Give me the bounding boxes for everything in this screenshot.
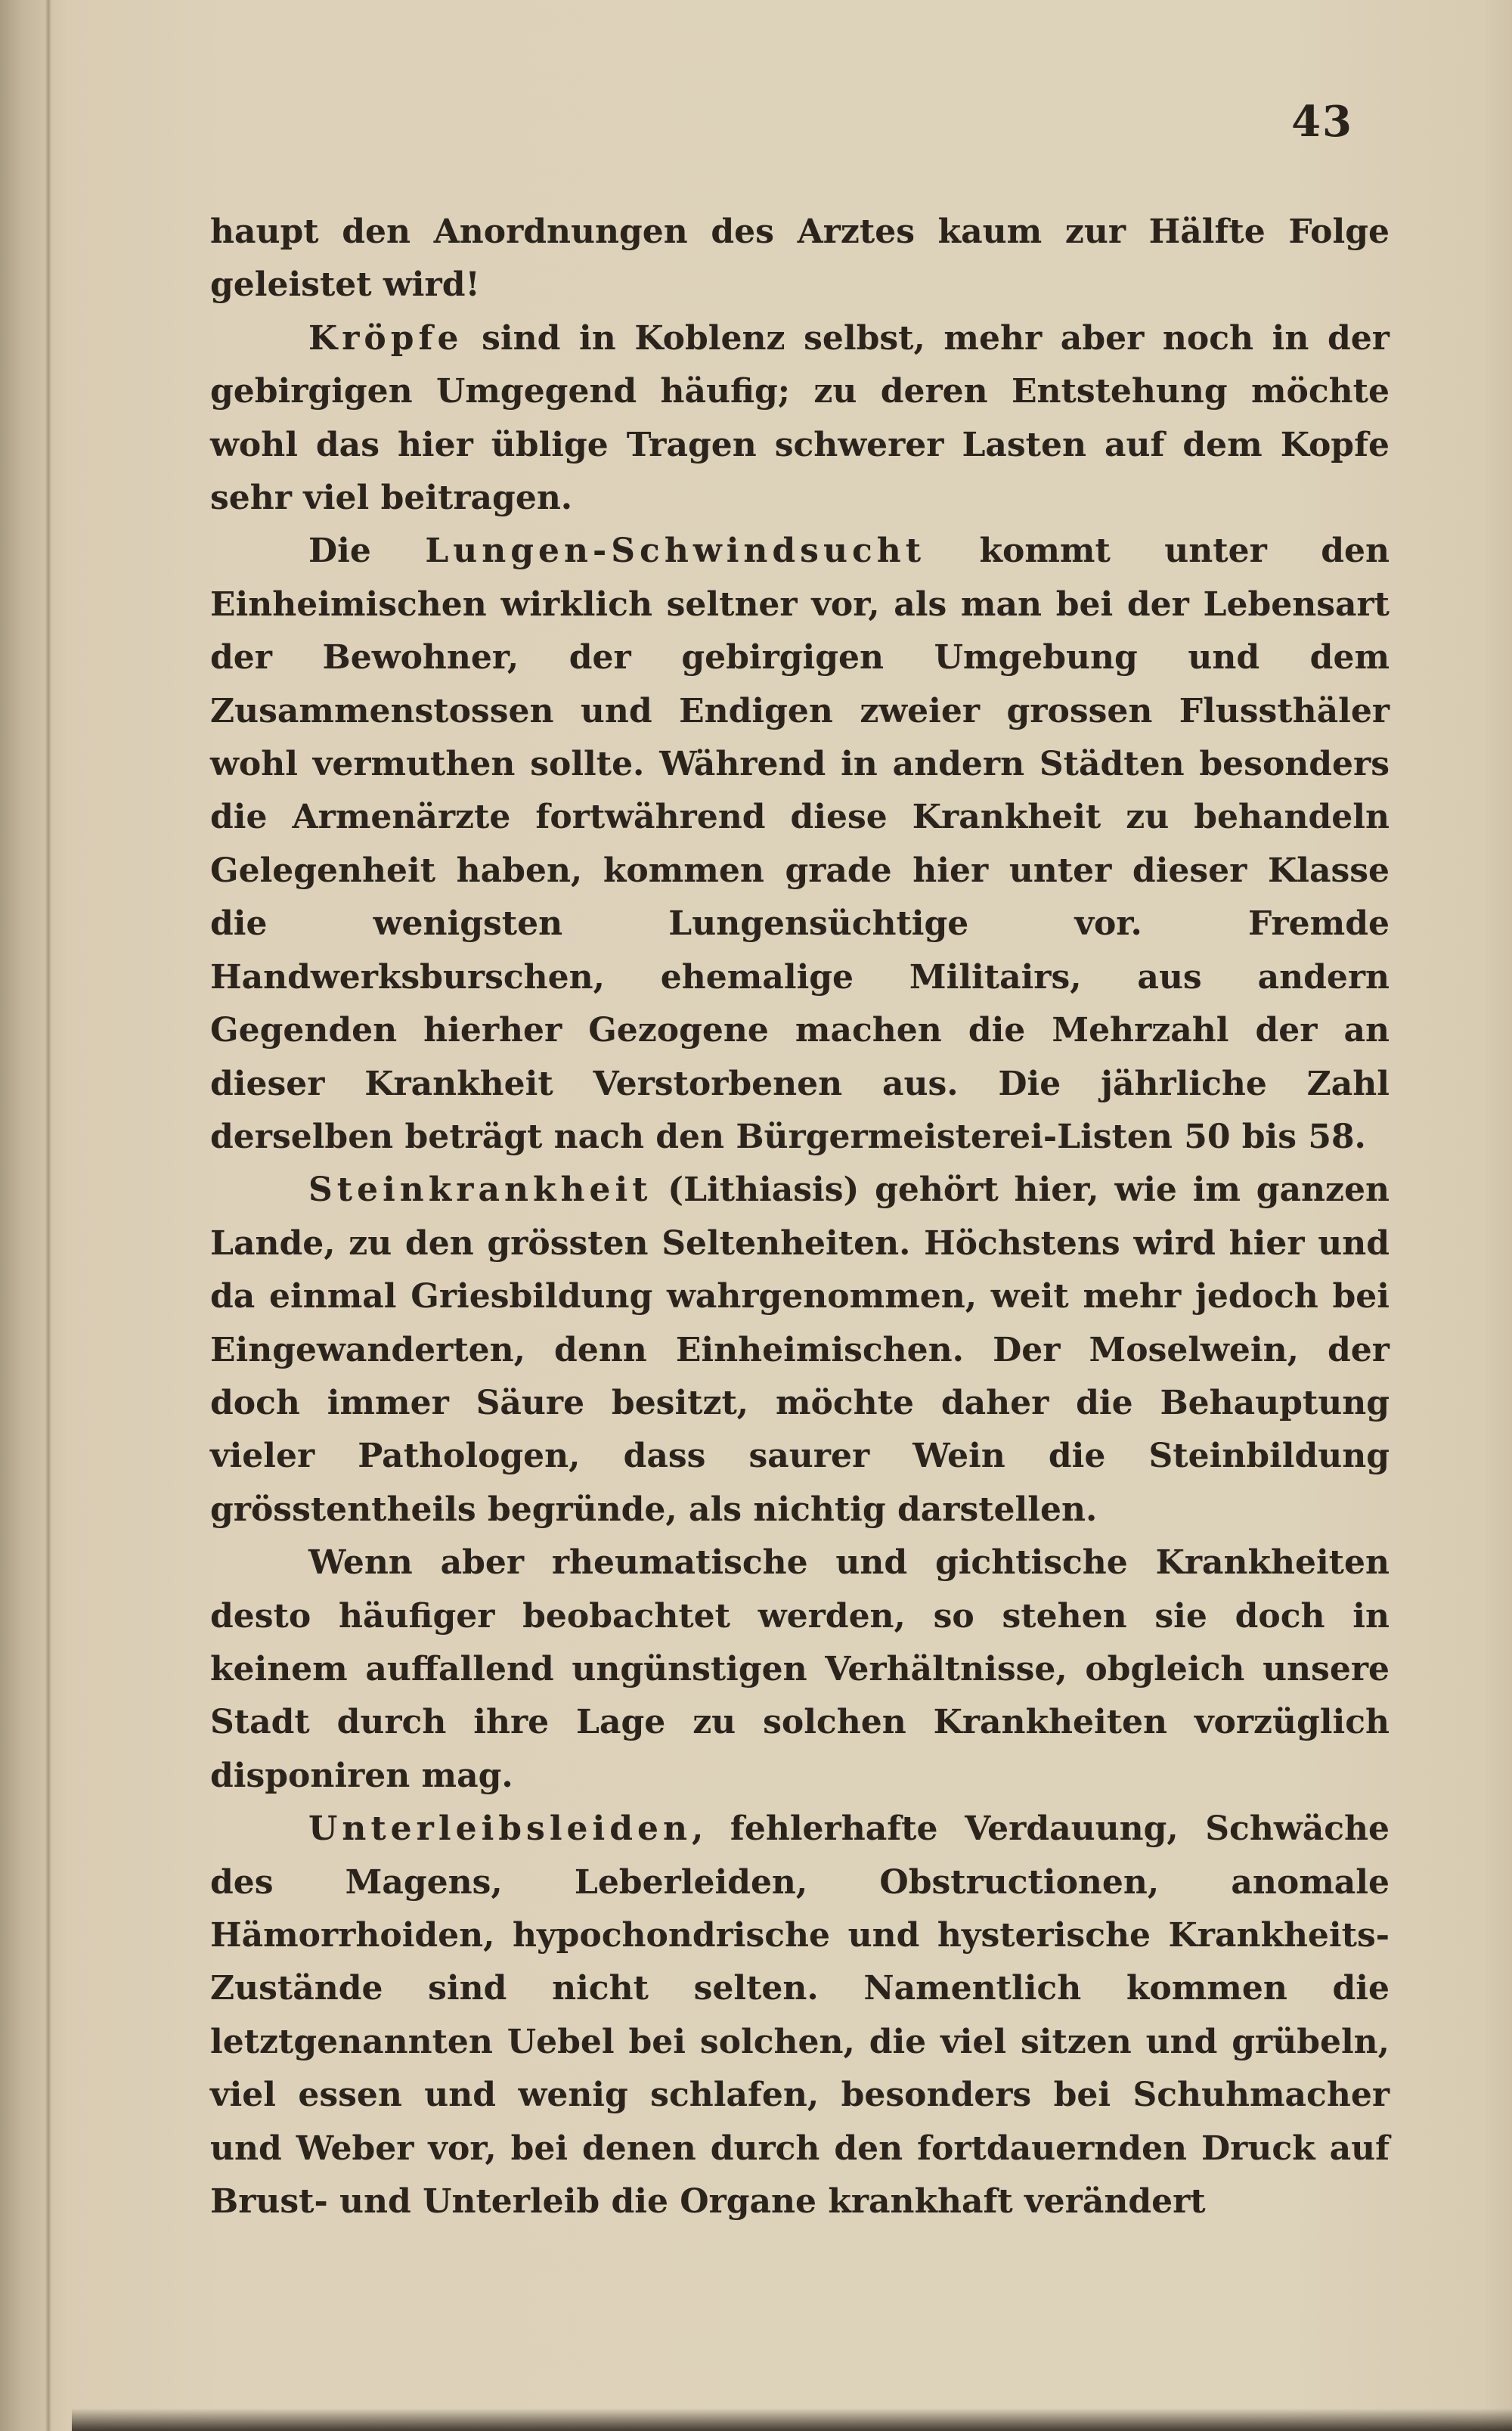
- paragraph-unterleibsleiden: [210, 1803, 1390, 2228]
- paragraph-kroepfe: [210, 312, 1390, 526]
- body-text: [210, 206, 1390, 2228]
- paragraph-1-text: haupt den Anordnungen des Arztes kaum zur Hälfte Folge geleistet wird!: [210, 212, 1390, 305]
- paragraph-rheumatische: [210, 1536, 1390, 1803]
- binding-shadow: [45, 0, 51, 2431]
- term-steinkrankheit: Steinkrankheit: [308, 1171, 652, 1210]
- paragraph-steinkrankheit: [210, 1164, 1390, 1536]
- paragraph-steinkrankheit-text: (Lithiasis) gehört hier, wie im ganzen Lande, zu den grössten Seltenheiten. Höchstens wird hier und da einmal Griesbildung wahrgenommen, weit mehr jedoch bei Eingewanderten, denn Einheimischen. Der Moselwein, der doch immer Säure besitzt, möchte daher die Behauptung vieler Pathologen, dass saurer Wein die Steinbildung grösstentheils begründe, als nichtig darstellen.: [210, 1171, 1390, 1529]
- page-bottom-shadow: [72, 2408, 1512, 2431]
- paragraph-unterleibsleiden-text: , fehlerhafte Verdauung, Schwäche des Magens, Leberleiden, Obstructionen, anomale Hämorrhoiden, hypochondrische und hysterische Krankheits-Zustände sind nicht selten. Namentlich kommen die letztgenannten Uebel bei solchen, die viel sitzen und grübeln, viel essen und wenig schlafen, besonders bei Schuhmacher und Weber vor, bei denen durch den fortdauernden Druck auf Brust- und Unterleib die Organe krankhaft verändert: [210, 1809, 1390, 2222]
- term-kroepfe: Kröpfe: [308, 318, 463, 358]
- paragraph-rheumatische-text: Wenn aber rheumatische und gichtische Krankheiten desto häufiger beobachtet werden, so stehen sie doch in keinem auffallend ungünstigen Verhältnisse, obgleich unsere Stadt durch ihre Lage zu solchen Krankheiten vorzüglich disponiren mag.: [210, 1543, 1390, 1795]
- paragraph-lungen-text: kommt unter den Einheimischen wirklich seltner vor, als man bei der Lebensart der Bewohner, der gebirgigen Umgebung und dem Zusammenstossen und Endigen zweier grossen Flussthäler wohl vermuthen sollte. Während in andern Städten besonders die Armenärzte fortwährend diese Krankheit zu behandeln Gelegenheit haben, kommen grade hier unter dieser Klasse die wenigsten Lungensüchtige vor. Fremde Handwerksburschen, ehemalige Militairs, aus andern Gegenden hierher Gezogene machen die Mehrzahl der an dieser Krankheit Verstorbenen aus. Die jährliche Zahl derselben beträgt nach den Bürgermeisterei-Listen 50 bis 58.: [210, 532, 1390, 1156]
- term-unterleibsleiden: Unterleibsleiden: [308, 1809, 692, 1849]
- paragraph-kroepfe-text: sind in Koblenz selbst, mehr aber noch in der gebirgigen Umgegend häufig; zu deren Entstehung möchte wohl das hier üblige Tragen schwerer Lasten auf dem Kopfe sehr viel beitragen.: [210, 318, 1390, 518]
- term-lungen-schwindsucht: Lungen-Schwindsucht: [425, 532, 926, 571]
- page-number: 43: [1291, 97, 1353, 147]
- paragraph-lungen-intro: Die: [308, 532, 426, 571]
- paragraph-1: [210, 206, 1390, 312]
- paragraph-lungen-schwindsucht: [210, 525, 1390, 1164]
